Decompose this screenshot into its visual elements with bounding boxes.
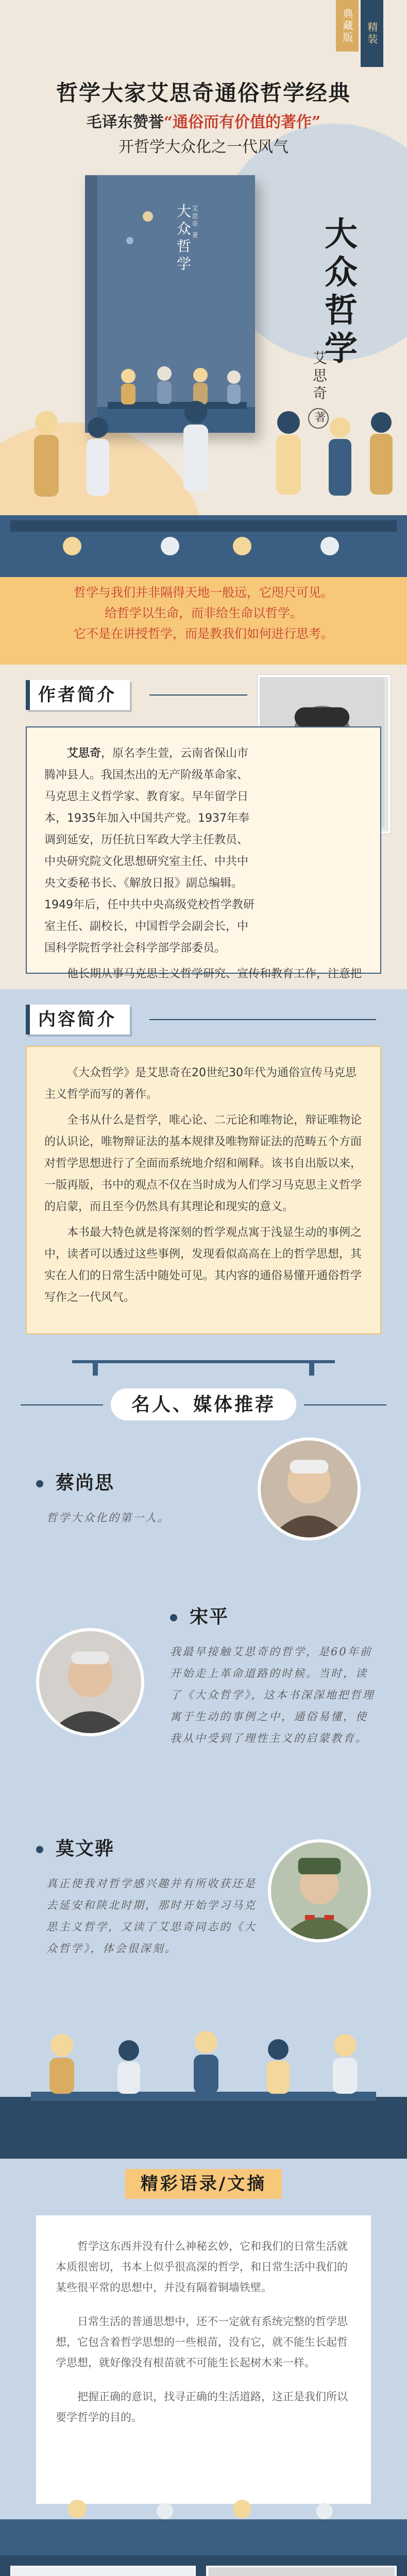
content-paragraph-1: 《大众哲学》是艾思奇在20世纪30年代为通俗宣传马克思主义哲学而写的著作。 xyxy=(44,1066,357,1101)
divider xyxy=(149,694,247,696)
intro-line-2: 给哲学以生命，而非给生命以哲学。 xyxy=(105,606,302,620)
quote-paragraph-1: 哲学这东西并没有什么神秘玄妙，它和我们的日常生活就本质很密切，书本上似乎很高深的哲学，和日常生活中我们的某些很平常的思想中，并没有隔着铜墙铁壁。 xyxy=(56,2240,348,2294)
content-card xyxy=(26,1046,381,1334)
intro-line-1: 哲学与我们并非隔得天地一般远，它咫尺可见。 xyxy=(74,585,333,600)
author-bio-card xyxy=(26,726,381,980)
crowd-illustration xyxy=(0,2009,407,2159)
portrait-image xyxy=(271,1842,368,1939)
edition-badge: 典藏版 xyxy=(336,0,359,52)
bullet-dot xyxy=(36,1846,43,1853)
quote-paragraph-3: 把握正确的意识，找寻正确的生活道路，这正是我们所以要学哲学的目的。 xyxy=(56,2391,348,2424)
decor-dot xyxy=(126,237,133,244)
product-photo-1 xyxy=(10,2566,196,2576)
content-section xyxy=(0,989,407,1360)
recommender-1 xyxy=(36,1468,258,1529)
divider xyxy=(149,1019,376,1020)
recommender-3-photo xyxy=(268,1839,371,1942)
crowd-illustration xyxy=(0,392,407,515)
open-book-image xyxy=(12,2567,194,2576)
decor-dot xyxy=(143,211,153,222)
recommender-name: 莫文骅 xyxy=(56,1838,115,1859)
side-author-mark: 著 xyxy=(308,408,329,429)
praise-line xyxy=(0,109,407,132)
product-photo-2 xyxy=(206,2566,397,2576)
recommender-name: 宋平 xyxy=(190,1606,229,1628)
side-title: 大众哲学 xyxy=(319,216,358,369)
content-paragraph-2: 全书从什么是哲学，唯心论、二元论和唯物论，辩证唯物论的认识论，唯物辩证法的基本规律及唯物辩证法的范畴五个方面对哲学思想进行了全面而系统地介绍和阐释。该书自出版以来，一版再版，书中的观点不仅在当时成为人们学习马克思主义哲学的启蒙，而且至今仍然具有其理论和现实的意义。 xyxy=(44,1114,362,1213)
author-bio-paragraph-2: 他长期从事马克思主义哲学研究、宣传和教育工作，注意把 xyxy=(67,968,362,980)
portrait-image xyxy=(261,1440,358,1537)
recommender-name: 蔡尚思 xyxy=(56,1472,115,1494)
recommender-2-photo xyxy=(36,1628,144,1736)
product-photos-section xyxy=(0,2555,407,2576)
section-heading-content: 内容简介 xyxy=(26,1005,130,1035)
bench-illustration xyxy=(0,2488,407,2555)
quotes-heading-text: 精彩语录/文摘 xyxy=(125,2169,282,2199)
bullet-dot xyxy=(170,1614,177,1621)
recommender-3 xyxy=(36,1834,263,1959)
hero-section xyxy=(0,0,407,716)
recommender-2 xyxy=(170,1602,376,1749)
praise-prefix: 毛译东赞誉 xyxy=(86,113,164,131)
intro-line-3: 它不是在讲授哲学，而是教我们如何进行思考。 xyxy=(74,626,333,641)
section-heading-author: 作者简介 xyxy=(26,680,130,710)
author-bio-text: ，原名李生萱，云南省保山市腾冲县人。我国杰出的无产阶级革命家、马克思主义哲学家、教育家。早年留学日本，1935年加入中国共产党。1937年奉调到延安，历任抗日军政大学主任教员、中央研究院文化思想研究室主任、中共中央文委秘书长、《解放日报》副总编辑。1949年后，任中共中央高级党校哲学教研室主任、副校长，中国哲学会副会长，中国科学院哲学社会科学部学部委员。 xyxy=(44,747,255,955)
desk-illustration xyxy=(0,515,407,577)
recommender-quote: 哲学大众化的第一人。 xyxy=(46,1512,170,1524)
content-paragraph-3: 本书最大特色就是将深刻的哲学观点寓于浅显生动的事例之中，读者可以透过这些事例，发现看似高高在上的哲学思想，其实在人们的日常生活中随处可见。其内容的通俗易懂开通俗哲学写作之一代风气。 xyxy=(44,1226,362,1304)
bench-illustration xyxy=(0,1360,407,1376)
hardcover-badge: 精装 xyxy=(361,0,383,67)
quotes-card xyxy=(36,2215,371,2504)
tagline: 开哲学大众化之一代风气 xyxy=(118,138,289,156)
author-section xyxy=(0,665,407,989)
author-name: 艾思奇 xyxy=(67,747,101,760)
recommend-heading xyxy=(0,1388,407,1420)
book-cover-author: 艾思奇 著 xyxy=(191,205,198,240)
recommend-heading-text: 名人、媒体推荐 xyxy=(111,1388,296,1420)
author-bio-paragraph-1 xyxy=(44,743,256,959)
recommender-1-photo xyxy=(258,1437,361,1540)
side-author-name: 艾思奇 xyxy=(311,350,328,403)
recommend-section xyxy=(0,1360,407,2159)
intro-box xyxy=(0,577,407,665)
recommender-quote: 我最早接触艾思奇的哲学，是60年前开始走上革命道路的时候。当时，读了《大众哲学》，这本书深深地把哲理寓于生动的事例之中，通俗易懂，使我从中受到了理性主义的启蒙教育。 xyxy=(170,1646,375,1744)
portrait-image xyxy=(39,1631,141,1733)
quotes-heading xyxy=(0,2169,407,2199)
page-title: 哲学大家艾思奇通俗哲学经典 xyxy=(56,80,351,106)
bullet-dot xyxy=(36,1480,43,1487)
quote-paragraph-2: 日常生活的普通思想中，还不一定就有系统完整的哲学思想，它包含着哲学思想的一些根苗，没有它，就不能生长起哲学思想，就好像没有根苗就不可能生长起树木来一样。 xyxy=(56,2315,348,2369)
praise-highlight: “通俗而有价值的著作” xyxy=(163,113,321,131)
quotes-section xyxy=(0,2159,407,2555)
recommender-quote: 真正使我对哲学感兴趣并有所收获还是去延安和陕北时期，那时开始学习马克思主义哲学，又读了艾思奇同志的《大众哲学》，体会很深刻。 xyxy=(46,1877,257,1955)
book-cover-title: 大众哲学 xyxy=(175,204,192,274)
book-stack-image xyxy=(208,2567,395,2576)
